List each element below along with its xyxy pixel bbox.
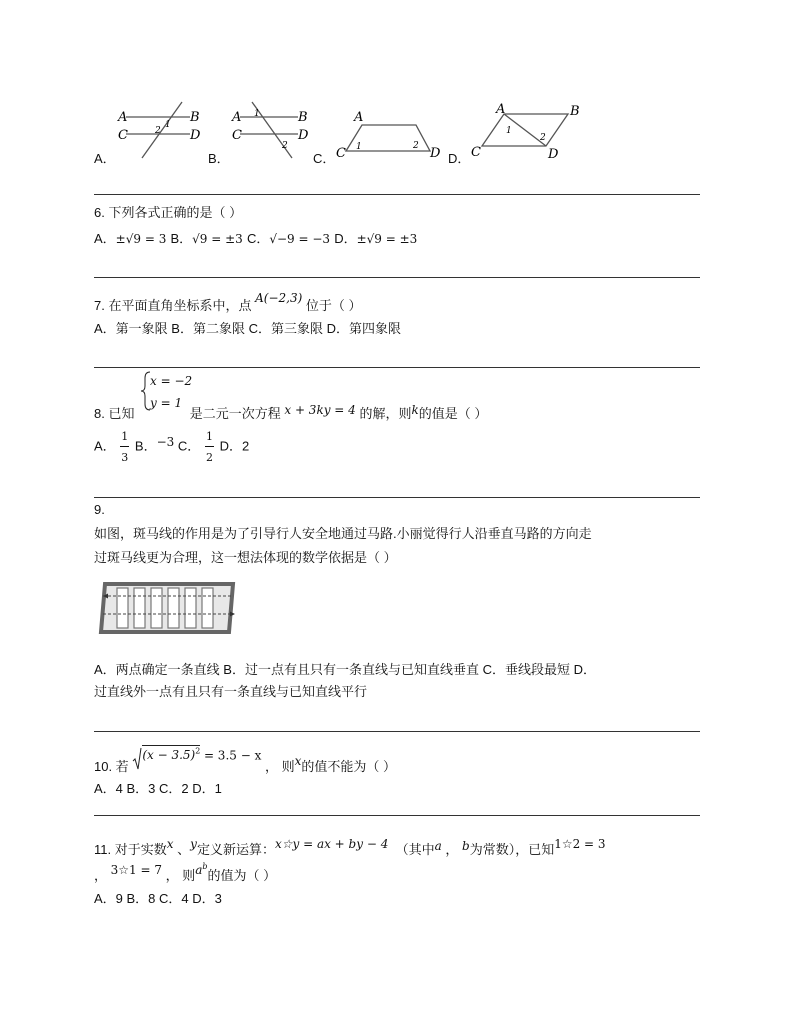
q8-option-c-fraction (204, 430, 216, 464)
q11-var-a: a (434, 839, 442, 853)
q5-option-b-label: B． (208, 151, 230, 166)
q8-option-a-label: A． (94, 438, 116, 454)
q5a-label-b: B (190, 110, 200, 125)
q5c-label-a: A (354, 110, 364, 125)
q8-options (94, 430, 249, 466)
q8-system-eq-2: y = 1 (150, 396, 183, 410)
divider-4 (94, 497, 700, 498)
q10-var-x: x (294, 754, 302, 768)
q9-zebra-crossing-figure (97, 578, 243, 636)
q11-options: A．9 B．8 C．4 D．3 (94, 891, 222, 906)
q5-figure-b (226, 100, 321, 164)
q10-options: A．4 B．3 C．2 D．1 (94, 781, 222, 796)
q5d-label-b: B (570, 104, 580, 119)
q5a-angle-2: 2 (155, 126, 161, 136)
q11-var-y: y (190, 837, 197, 851)
q9-options-line-1: A．两点确定一条直线 B．过一点有且只有一条直线与已知直线垂直 C．垂线段最短 D． (94, 662, 596, 677)
q6-option-a-label: A． (94, 231, 116, 246)
q10-stem-pre: 10. 若 (94, 759, 129, 774)
q8-option-b-label: B． (134, 438, 157, 454)
q6-option-b-math: √9 = ±3 (192, 232, 243, 246)
q5-option-a-label: A． (94, 151, 116, 166)
q11-power-base: a (195, 863, 203, 877)
q8-stem (94, 403, 487, 422)
divider-6 (94, 815, 700, 816)
q8-equation: x + 3ky = 4 (284, 403, 356, 417)
q8-stem-mid2: 的解，则 (359, 406, 412, 421)
q11-line2-pre: ， (94, 868, 108, 883)
q10-radical-expression (132, 747, 261, 771)
q6-stem: 6. 下列各式正确的是（ ） (94, 205, 243, 220)
q5b-label-b: B (298, 110, 308, 125)
q6-option-d-math: ±√9 = ±3 (356, 232, 418, 246)
divider-5 (94, 731, 700, 732)
q7-options: A．第一象限 B．第二象限 C．第三象限 D．第四象限 (94, 321, 401, 336)
q5b-label-d: D (298, 128, 309, 143)
divider-2 (94, 277, 700, 278)
q11-sep: 、 (177, 842, 191, 857)
q6-option-a-math: ±√9 = 3 (115, 232, 167, 246)
q8-option-c-denominator: 2 (205, 451, 213, 464)
q10-stem-post: 的值不能为（ ） (301, 759, 396, 774)
q7-stem (94, 291, 362, 314)
q5c-label-d: D (430, 146, 441, 161)
q5a-angle-1: 1 (165, 120, 171, 130)
q8-stem-pre: 8. 已知 (94, 406, 135, 421)
q11-paren-pre: （其中 (395, 842, 435, 857)
q5a-label-c: C (118, 128, 128, 143)
q9-stem-line-2: 过斑马线更为合理，这一想法体现的数学依据是（ ） (94, 550, 397, 565)
q11-stem-pre: 11. 对于实数 (94, 842, 167, 857)
q5-option-c-label: C． (313, 151, 336, 166)
q10-radicand: (x − 3.5) (142, 748, 196, 762)
q9-options-line-2: 过直线外一点有且只有一条直线与已知直线平行 (94, 684, 368, 699)
q8-system-eq-1: x = −2 (150, 374, 193, 388)
q6-options (94, 228, 417, 247)
q10-radical-sign (132, 747, 142, 771)
q8-option-c-label: C． (177, 438, 201, 454)
q11-given-2: 3☆1 = 7 (110, 863, 162, 877)
q8-stem-mid: 是二元一次方程 (189, 406, 281, 421)
q5b-angle-1: 1 (254, 109, 260, 119)
q10-radicand-exponent: 2 (195, 746, 201, 756)
q11-var-x: x (166, 837, 174, 851)
q8-stem-post: 的值是（ ） (418, 406, 488, 421)
q5b-label-c: C (232, 128, 242, 143)
q7-point: A(−2,3) (255, 291, 303, 305)
q5d-angle-2: 2 (540, 133, 546, 143)
q11-line2-mid: ， 则 (165, 868, 196, 883)
divider-3 (94, 367, 700, 368)
q10-rhs: = 3.5 − x (203, 748, 262, 762)
q5c-angle-1: 1 (356, 142, 362, 152)
q5-figure-c (332, 105, 444, 161)
q11-paren-post: 为常数），已知 (469, 842, 555, 857)
q11-line2-post: 的值为（ ） (207, 868, 277, 883)
q7-stem-post: 位于（ ） (305, 298, 362, 313)
q11-stem-line-2 (94, 861, 277, 884)
q6-option-d-label: D． (334, 231, 357, 246)
q8-option-a-denominator: 3 (121, 451, 129, 464)
q5d-label-a: A (496, 102, 506, 117)
q8-option-a-numerator: 1 (121, 430, 129, 443)
q8-option-c-numerator: 1 (205, 430, 213, 443)
q5a-label-a: A (118, 110, 128, 125)
divider-1 (94, 194, 700, 195)
q6-option-c-label: C． (246, 231, 270, 246)
q11-stem-mid: 定义新运算： (196, 842, 275, 857)
q11-given-1: 1☆2 = 3 (554, 837, 606, 851)
q6-option-b-label: B． (170, 231, 193, 246)
q11-comma: ， (445, 842, 459, 857)
q5c-angle-2: 2 (413, 141, 419, 151)
q11-stem-line-1 (94, 839, 606, 858)
q5-figure-a (112, 100, 207, 164)
q5d-angle-1: 1 (506, 126, 512, 136)
q5c-label-c: C (336, 146, 346, 161)
q5d-label-d: D (548, 147, 559, 162)
q8-option-d-value: 2 (241, 438, 250, 454)
q6-option-c-math: √−9 = −3 (269, 232, 331, 246)
q11-power-exponent: b (202, 861, 208, 871)
q7-stem-pre: 7. 在平面直角坐标系中，点 (94, 298, 252, 313)
q8-option-d-label: D． (219, 438, 242, 454)
q8-var-k: k (411, 403, 419, 417)
q9-number: 9. (94, 502, 105, 517)
q5d-label-c: C (471, 145, 481, 160)
q8-option-b-value: −3 (156, 435, 175, 450)
q5a-label-d: D (190, 128, 201, 143)
q5b-label-a: A (232, 110, 242, 125)
q5-figure-d (468, 100, 588, 162)
q9-stem-line-1: 如图，斑马线的作用是为了引导行人安全地通过马路.小丽觉得行人沿垂直马路的方向走 (94, 526, 592, 541)
q11-var-b: b (462, 839, 470, 853)
q11-definition: x☆y = ax + by − 4 (274, 837, 389, 851)
q5-option-d-label: D． (448, 151, 471, 166)
q8-option-a-fraction (119, 430, 131, 464)
q10-stem-mid: ， 则 (264, 759, 295, 774)
q5b-angle-2: 2 (282, 141, 288, 151)
